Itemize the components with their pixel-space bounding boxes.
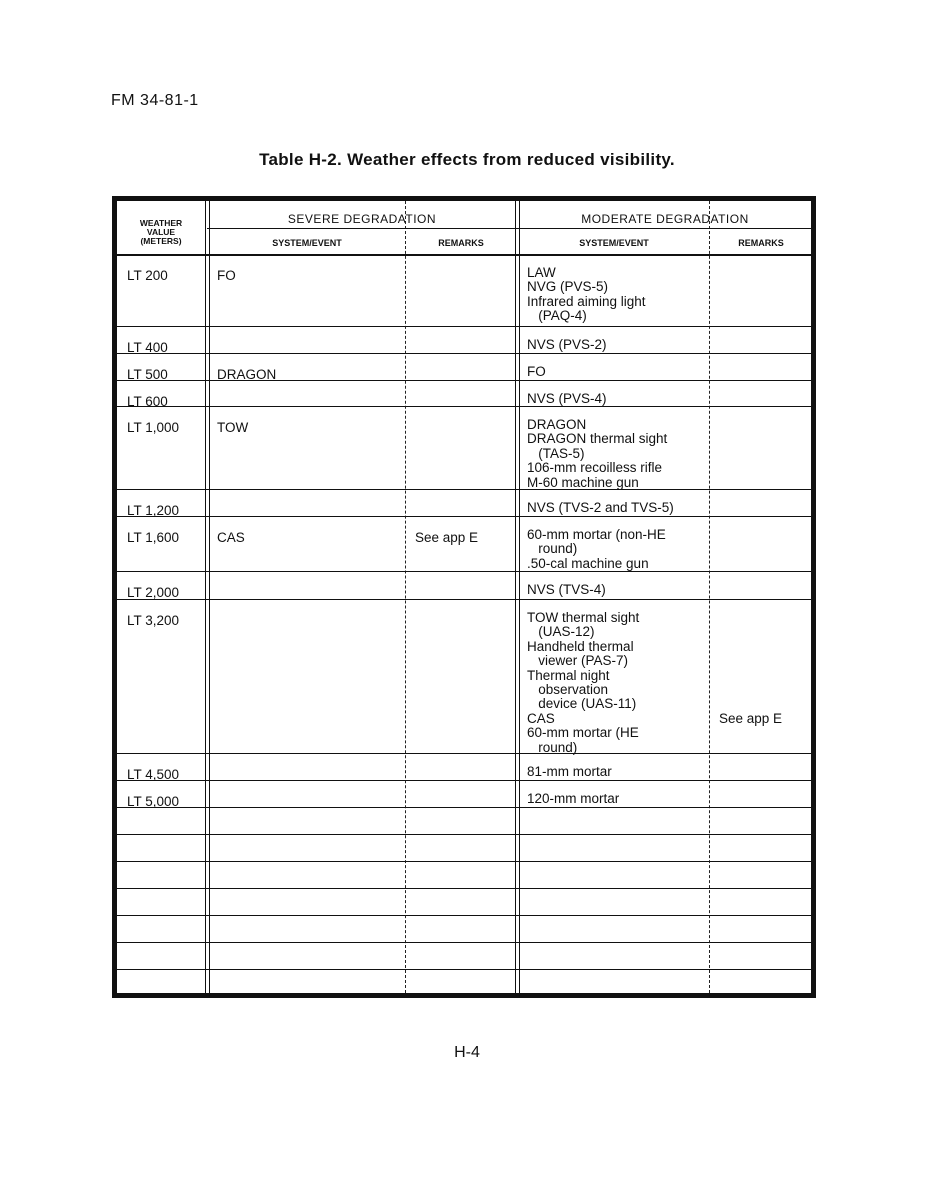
header-weather-line-2: VALUE bbox=[146, 227, 176, 237]
header-weather-line-1: WEATHER bbox=[139, 218, 183, 228]
severe-system-event-line: DRAGON bbox=[217, 367, 277, 382]
column-divider-moderate-remarks bbox=[709, 201, 710, 993]
moderate-system-event-line: DRAGON bbox=[527, 417, 587, 432]
row-separator bbox=[117, 753, 811, 754]
severe-remarks-cell: See app E bbox=[415, 530, 479, 545]
weather-value-cell: LT 2,000 bbox=[127, 585, 180, 600]
row-separator bbox=[117, 969, 811, 970]
row-separator bbox=[117, 599, 811, 600]
row-separator bbox=[117, 942, 811, 943]
moderate-system-event-line: NVS (TVS-2 and TVS-5) bbox=[527, 500, 674, 515]
moderate-system-event-line: Thermal night bbox=[527, 667, 610, 683]
moderate-system-event-line: 106-mm recoilless rifle bbox=[527, 460, 663, 476]
weather-value-cell: LT 1,000 bbox=[127, 420, 180, 435]
moderate-system-event-line: TOW thermal sight bbox=[527, 610, 640, 625]
moderate-system-event-line: observation bbox=[527, 682, 609, 697]
row-separator bbox=[117, 834, 811, 835]
row-separator bbox=[117, 807, 811, 808]
row-separator bbox=[117, 516, 811, 517]
table-title: Table H-2. Weather effects from reduced visibility. bbox=[259, 150, 675, 169]
header-moderate-system-event: SYSTEM/EVENT bbox=[579, 238, 649, 248]
moderate-system-event-line: 60-mm mortar (HE bbox=[527, 725, 639, 741]
moderate-system-event-line: LAW bbox=[527, 265, 556, 280]
severe-system-event-line: CAS bbox=[217, 530, 245, 545]
moderate-system-event-line: (TAS-5) bbox=[527, 445, 585, 461]
moderate-system-event-line: 120-mm mortar bbox=[527, 791, 620, 806]
moderate-system-event-line: Infrared aiming light bbox=[527, 293, 646, 309]
header-severe-remarks: REMARKS bbox=[438, 238, 484, 248]
weather-value-cell: LT 1,200 bbox=[127, 503, 180, 518]
moderate-system-event-line: Handheld thermal bbox=[527, 638, 634, 654]
row-separator bbox=[117, 915, 811, 916]
moderate-system-event-line: (PAQ-4) bbox=[527, 308, 587, 324]
weather-value-cell: LT 3,200 bbox=[127, 613, 180, 628]
moderate-system-event-line: viewer (PAS-7) bbox=[527, 653, 629, 669]
moderate-system-event-line: 60-mm mortar (non-HE bbox=[527, 527, 666, 542]
weather-effects-table bbox=[112, 196, 816, 998]
page-number: H-4 bbox=[454, 1044, 480, 1061]
header-moderate-remarks: REMARKS bbox=[738, 238, 784, 248]
moderate-system-event-line: CAS bbox=[527, 710, 555, 726]
document-header-id: FM 34-81-1 bbox=[111, 92, 199, 109]
row-separator bbox=[117, 353, 811, 354]
row-separator bbox=[117, 326, 811, 327]
severe-system-event-line: FO bbox=[217, 268, 236, 283]
moderate-system-event-line: NVS (TVS-4) bbox=[527, 582, 606, 597]
moderate-system-event-line: .50-cal machine gun bbox=[527, 555, 649, 571]
row-separator bbox=[117, 406, 811, 407]
row-separator bbox=[117, 571, 811, 572]
header-severe-degradation: SEVERE DEGRADATION bbox=[287, 212, 437, 226]
row-separator bbox=[117, 380, 811, 381]
header-severe-system-event: SYSTEM/EVENT bbox=[272, 238, 342, 248]
row-separator bbox=[117, 489, 811, 490]
moderate-system-event-line: M-60 machine gun bbox=[527, 474, 639, 490]
column-divider-groups bbox=[515, 201, 520, 993]
row-separator bbox=[117, 861, 811, 862]
row-separator bbox=[117, 888, 811, 889]
header-moderate-degradation: MODERATE DEGRADATION bbox=[581, 212, 749, 226]
weather-value-cell: LT 4,500 bbox=[127, 767, 180, 782]
moderate-system-event-line: round) bbox=[527, 541, 578, 557]
header-weather-value bbox=[117, 219, 205, 246]
header-bottom-rule bbox=[117, 254, 811, 256]
moderate-system-event-line: NVG (PVS-5) bbox=[527, 279, 609, 295]
moderate-system-event-line: 81-mm mortar bbox=[527, 764, 612, 779]
weather-value-cell: LT 400 bbox=[127, 340, 168, 355]
header-subdivider bbox=[207, 228, 811, 229]
moderate-system-event-line: round) bbox=[527, 739, 578, 755]
column-divider-severe-remarks bbox=[405, 201, 406, 993]
severe-system-event-line: TOW bbox=[217, 420, 249, 435]
weather-value-cell: LT 600 bbox=[127, 394, 168, 409]
moderate-system-event-line: (UAS-12) bbox=[527, 624, 595, 640]
weather-value-cell: LT 200 bbox=[127, 268, 168, 283]
moderate-remarks-cell: See app E bbox=[719, 710, 783, 726]
moderate-system-event-line: DRAGON thermal sight bbox=[527, 431, 668, 447]
weather-value-cell: LT 1,600 bbox=[127, 530, 180, 545]
moderate-system-event-line: FO bbox=[527, 364, 546, 379]
weather-value-cell: LT 5,000 bbox=[127, 794, 180, 809]
row-separator bbox=[117, 780, 811, 781]
moderate-system-event-line: NVS (PVS-4) bbox=[527, 391, 607, 406]
weather-value-cell: LT 500 bbox=[127, 367, 168, 382]
column-divider-value bbox=[205, 201, 210, 993]
moderate-system-event-line: device (UAS-11) bbox=[527, 696, 637, 712]
moderate-system-event-line: NVS (PVS-2) bbox=[527, 337, 607, 352]
header-weather-line-3: (METERS) bbox=[140, 236, 182, 246]
